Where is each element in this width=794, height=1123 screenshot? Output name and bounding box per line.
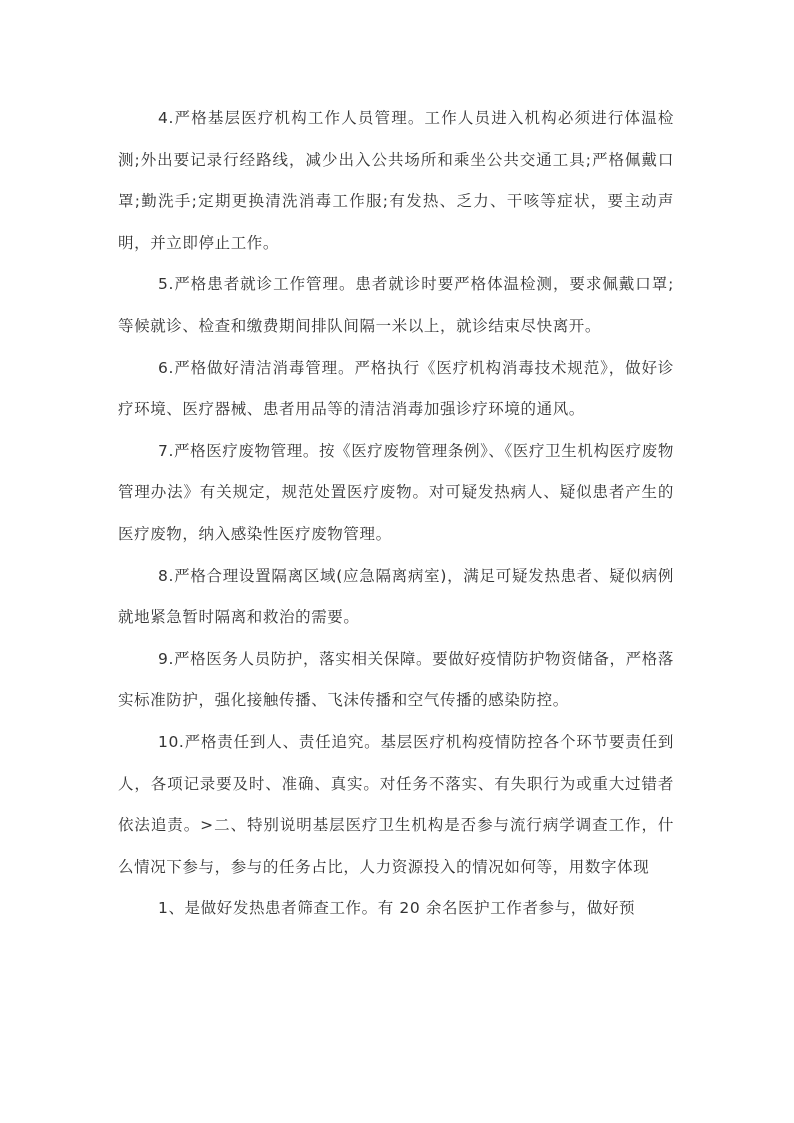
paragraph-responsibility: 10.严格责任到人、责任追究。基层医疗机构疫情防控各个环节要责任到人，各项记录要及时、准确、真实。对任务不落实、有失职行为或重大过错者依法追责。>二、特别说明基层医疗卫生机构是否参与流行病学调查工作，什么情况下参与，参与的任务占比，人力资源投入的情况如何等，用数字体现	[118, 732, 674, 876]
paragraph-patient-visit-management: 5.严格患者就诊工作管理。患者就诊时要严格体温检测，要求佩戴口罩;等候就诊、检查和缴费期间排队间隔一米以上，就诊结束尽快离开。	[118, 275, 674, 335]
paragraph-staff-management: 4.严格基层医疗机构工作人员管理。工作人员进入机构必须进行体温检测;外出要记录行经路线，减少出入公共场所和乘坐公共交通工具;严格佩戴口罩;勤洗手;定期更换清洗消毒工作服;有发热、乏力、干咳等症状，要主动声明，并立即停止工作。	[118, 109, 674, 252]
paragraph-fever-screening: 1、是做好发热患者筛查工作。有 20 余名医护工作者参与，做好预	[158, 899, 636, 918]
paragraph-cleaning-disinfection: 6.严格做好清洁消毒管理。严格执行《医疗机构消毒技术规范》，做好诊疗环境、医疗器械、患者用品等的清洁消毒加强诊疗环境的通风。	[118, 358, 674, 419]
paragraph-isolation-area: 8.严格合理设置隔离区域(应急隔离病室)，满足可疑发热患者、疑似病例就地紧急暂时隔离和救治的需要。	[118, 566, 674, 627]
paragraph-medical-waste: 7.严格医疗废物管理。按《医疗废物管理条例》、《医疗卫生机构医疗废物管理办法》有关规定，规范处置医疗废物。对可疑发热病人、疑似患者产生的医疗废物，纳入感染性医疗废物管理。	[118, 441, 674, 543]
document-body	[118, 98, 674, 930]
paragraph-staff-protection: 9.严格医务人员防护，落实相关保障。要做好疫情防护物资储备，严格落实标准防护，强化接触传播、飞沫传播和空气传播的感染防控。	[118, 649, 674, 710]
